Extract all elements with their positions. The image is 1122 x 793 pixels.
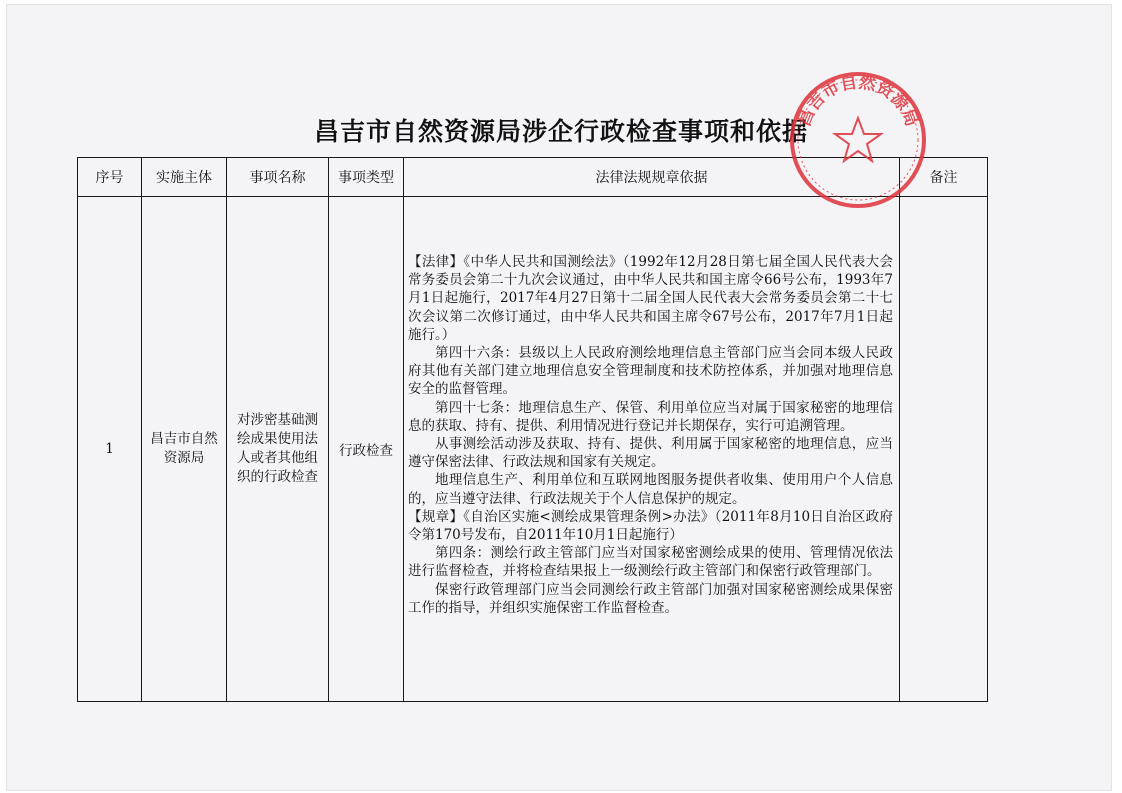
header-item-type: 事项类型 xyxy=(329,158,404,197)
inspection-table xyxy=(77,157,988,702)
cell-item-name: 对涉密基础测绘成果使用法人或者其他组织的行政检查 xyxy=(227,197,329,702)
header-subject: 实施主体 xyxy=(142,158,227,197)
header-no: 序号 xyxy=(78,158,142,197)
basis-paragraph: 从事测绘活动涉及获取、持有、提供、利用属于国家秘密的地理信息，应当遵守保密法律、行政法规和国家有关规定。 xyxy=(408,436,893,471)
basis-paragraph: 【规章】《自治区实施<测绘成果管理条例>办法》（2011年8月10日自治区政府令第170号发布，自2011年10月1日起施行） xyxy=(408,508,893,544)
cell-subject: 昌吉市自然资源局 xyxy=(142,197,227,702)
basis-paragraph: 第四条：测绘行政主管部门应当对国家秘密测绘成果的使用、管理情况依法进行监督检查，并将检查结果报上一级测绘行政主管部门和保密行政管理部门。 xyxy=(408,545,893,580)
cell-remarks xyxy=(900,197,988,702)
basis-paragraph: 保密行政管理部门应当会同测绘行政主管部门加强对国家秘密测绘成果保密工作的指导，并组织实施保密工作监督检查。 xyxy=(408,581,893,616)
cell-no: 1 xyxy=(78,197,142,702)
header-remarks: 备注 xyxy=(900,158,988,197)
official-seal-icon xyxy=(788,70,928,210)
cell-item-type: 行政检查 xyxy=(329,197,404,702)
header-basis: 法律法规规章依据 xyxy=(404,158,900,197)
header-item-name: 事项名称 xyxy=(227,158,329,197)
basis-paragraph: 地理信息生产、利用单位和互联网地图服务提供者收集、使用用户个人信息的，应当遵守法律、行政法规关于个人信息保护的规定。 xyxy=(408,472,893,507)
basis-paragraph: 【法律】《中华人民共和国测绘法》（1992年12月28日第七届全国人民代表大会常务委员会第二十九次会议通过，由中华人民共和国主席令66号公布，1993年7月1日起施行，2017年4月27日第十二届全国人民代表大会常务委员会第二十七次会议第二次修订通过，由中华人民共和国主席令67号公布，2017年7月1日起施行。） xyxy=(408,254,893,343)
basis-paragraph: 第四十七条：地理信息生产、保管、利用单位应当对属于国家秘密的地理信息的获取、持有、提供、利用情况进行登记并长期保存，实行可追溯管理。 xyxy=(408,399,893,434)
cell-basis xyxy=(404,197,900,702)
document-title: 昌吉市自然资源局涉企行政检查事项和依据 xyxy=(313,117,808,146)
seal-text: 昌吉市自然资源局 xyxy=(794,72,922,130)
seal-star xyxy=(835,118,881,161)
basis-paragraph: 第四十六条：县级以上人民政府测绘地理信息主管部门应当会同本级人民政府其他有关部门建立地理信息安全管理制度和技术防控体系，并加强对地理信息安全的监督管理。 xyxy=(408,345,893,398)
table-row xyxy=(78,197,988,702)
